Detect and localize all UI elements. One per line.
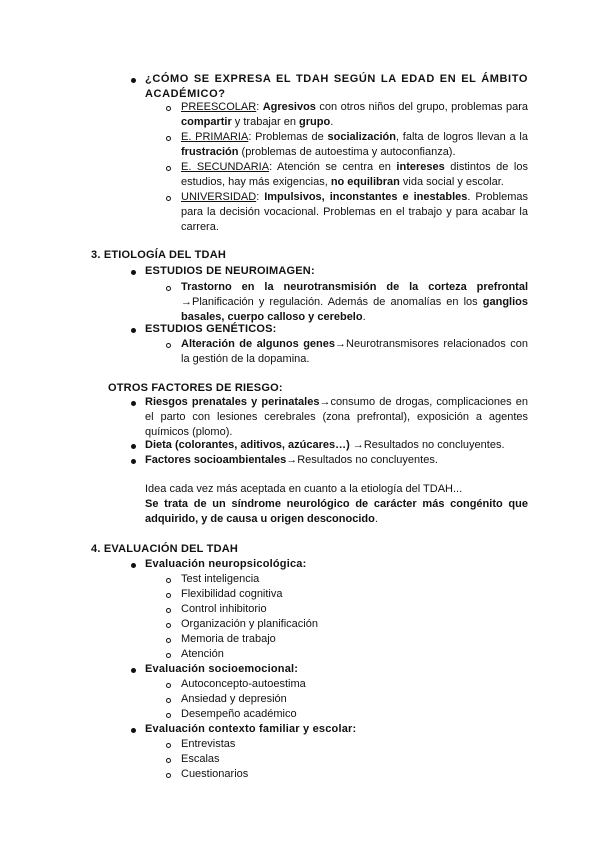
neuroimage-item: Trastorno en la neurotransmisión de la corteza prefrontal →Planificación y regulación. Además de anomalías en los ganglios basales, cuerpo calloso y cerebelo. bbox=[181, 281, 528, 323]
family-school-heading: Evaluación contexto familiar y escolar: bbox=[145, 723, 357, 735]
list-item: Escalas bbox=[181, 753, 220, 765]
circle-bullet-icon bbox=[166, 608, 171, 613]
list-item: Flexibilidad cognitiva bbox=[181, 588, 283, 600]
bullet-dot-icon bbox=[131, 459, 136, 464]
circle-bullet-icon bbox=[166, 286, 171, 291]
circle-bullet-icon bbox=[166, 106, 171, 111]
list-item: Ansiedad y depresión bbox=[181, 693, 287, 705]
risk-factors-heading: OTROS FACTORES DE RIESGO: bbox=[108, 382, 283, 394]
list-item-primaria: E. PRIMARIA: Problemas de socialización, falta de logros llevan a la frustración (problemas de autoestima y autoconfianza). bbox=[181, 131, 528, 158]
list-item-secundaria: E. SECUNDARIA: Atención se centra en intereses distintos de los estudios, hay más exigencias, no equilibran vida social y escolar. bbox=[181, 161, 528, 188]
list-item-universidad: UNIVERSIDAD: Impulsivos, inconstantes e inestables. Problemas para la decisión vocacional. Problemas en el trabajo y para acabar la carrera. bbox=[181, 191, 528, 233]
risk-item-diet: Dieta (colorantes, aditivos, azúcares…) →Resultados no concluyentes. bbox=[145, 439, 505, 451]
circle-bullet-icon bbox=[166, 773, 171, 778]
bullet-dot-icon bbox=[131, 444, 136, 449]
list-item: Desempeño académico bbox=[181, 708, 297, 720]
circle-bullet-icon bbox=[166, 166, 171, 171]
list-item: Entrevistas bbox=[181, 738, 236, 750]
neuropsych-heading: Evaluación neuropsicológica: bbox=[145, 558, 307, 570]
circle-bullet-icon bbox=[166, 713, 171, 718]
bullet-dot-icon bbox=[131, 78, 136, 83]
genetic-item: Alteración de algunos genes→Neurotransmisores relacionados con la gestión de la dopamina. bbox=[181, 338, 528, 365]
list-item: Cuestionarios bbox=[181, 768, 249, 780]
circle-bullet-icon bbox=[166, 743, 171, 748]
list-item: Autoconcepto-autoestima bbox=[181, 678, 306, 690]
list-item: Control inhibitorio bbox=[181, 603, 267, 615]
circle-bullet-icon bbox=[166, 578, 171, 583]
genetic-heading: ESTUDIOS GENÉTICOS: bbox=[145, 323, 277, 335]
bullet-dot-icon bbox=[131, 728, 136, 733]
circle-bullet-icon bbox=[166, 196, 171, 201]
bullet-dot-icon bbox=[131, 328, 136, 333]
bullet-dot-icon bbox=[131, 401, 136, 406]
neuroimage-heading: ESTUDIOS DE NEUROIMAGEN: bbox=[145, 265, 315, 277]
list-item: Organización y planificación bbox=[181, 618, 318, 630]
section-3-title: 3. ETIOLOGÍA DEL TDAH bbox=[91, 249, 226, 261]
circle-bullet-icon bbox=[166, 623, 171, 628]
section-4-title: 4. EVALUACIÓN DEL TDAH bbox=[91, 543, 239, 555]
circle-bullet-icon bbox=[166, 653, 171, 658]
bullet-dot-icon bbox=[131, 668, 136, 673]
circle-bullet-icon bbox=[166, 698, 171, 703]
circle-bullet-icon bbox=[166, 638, 171, 643]
list-item-preescolar: PREESCOLAR: Agresivos con otros niños del grupo, problemas para compartir y trabajar en grupo. bbox=[181, 101, 528, 128]
circle-bullet-icon bbox=[166, 683, 171, 688]
circle-bullet-icon bbox=[166, 136, 171, 141]
age-question-heading: ¿CÓMO SE EXPRESA EL TDAH SEGÚN LA EDAD EN EL ÁMBITO ACADÉMICO? bbox=[145, 73, 528, 100]
socioemotional-heading: Evaluación socioemocional: bbox=[145, 663, 299, 675]
bullet-dot-icon bbox=[131, 270, 136, 275]
list-item: Test inteligencia bbox=[181, 573, 260, 585]
bullet-dot-icon bbox=[131, 563, 136, 568]
list-item: Memoria de trabajo bbox=[181, 633, 276, 645]
etiology-conclusion: Se trata de un síndrome neurológico de carácter más congénito que adquirido, y de causa u origen desconocido. bbox=[145, 498, 528, 525]
circle-bullet-icon bbox=[166, 758, 171, 763]
list-item: Atención bbox=[181, 648, 224, 660]
risk-item-prenatal: Riesgos prenatales y perinatales→consumo de drogas, complicaciones en el parto con lesiones cerebrales (zona prefrontal), exposición a agentes químicos (plomo). bbox=[145, 396, 528, 438]
risk-item-social: Factores socioambientales→Resultados no concluyentes. bbox=[145, 454, 438, 466]
circle-bullet-icon bbox=[166, 593, 171, 598]
circle-bullet-icon bbox=[166, 343, 171, 348]
etiology-idea-text: Idea cada vez más aceptada en cuanto a la etiología del TDAH... bbox=[145, 483, 463, 495]
